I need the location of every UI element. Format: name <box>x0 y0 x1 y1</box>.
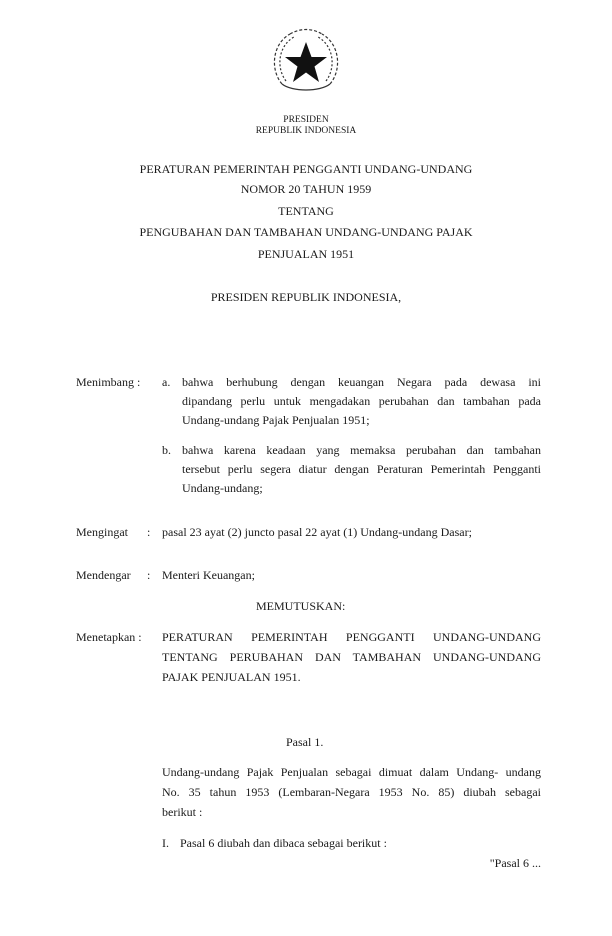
menetapkan-line: PAJAK PENJUALAN 1951. <box>162 670 301 684</box>
colon: : <box>147 525 151 539</box>
item-marker: b. <box>162 443 171 457</box>
menimbang-label: Menimbang : <box>76 375 141 389</box>
menimbang-a-line: Undang-undang Pajak Penjualan 1951; <box>182 413 370 427</box>
menetapkan-line: PERATURAN PEMERINTAH PENGGANTI UNDANG-UNDANG <box>162 630 541 644</box>
colon: : <box>147 568 151 582</box>
garuda-emblem-icon <box>268 26 344 98</box>
title-line: TENTANG <box>278 204 334 218</box>
menetapkan-line: TENTANG PERUBAHAN DAN TAMBAHAN UNDANG-UNDANG <box>162 650 541 664</box>
mengingat-text: pasal 23 ayat (2) juncto pasal 22 ayat (1) Undang-undang Dasar; <box>162 525 472 539</box>
pasal-heading: Pasal 1. <box>286 735 324 749</box>
item-marker: I. <box>162 836 169 850</box>
issuer: PRESIDEN REPUBLIK INDONESIA, <box>210 290 402 304</box>
menimbang-b-line: tersebut perlu segera diatur dengan Peraturan Pemerintah Pengganti <box>182 462 541 476</box>
pasal-item-text: Pasal 6 diubah dan dibaca sebagai berikut : <box>180 836 387 850</box>
pasal-line: Undang-undang Pajak Penjualan sebagai dimuat dalam Undang- undang <box>162 765 541 779</box>
title-line: PENGUBAHAN DAN TAMBAHAN UNDANG-UNDANG PAJAK <box>139 225 473 239</box>
continuation-text: "Pasal 6 ... <box>489 856 541 870</box>
menimbang-b-line: Undang-undang; <box>182 481 263 495</box>
pasal-line: berikut : <box>162 805 203 819</box>
menimbang-b-line: bahwa karena keadaan yang memaksa perubahan dan tambahan <box>182 443 541 457</box>
menimbang-a-line: dipandang perlu untuk mengadakan perubahan dan tambahan pada <box>182 394 541 408</box>
item-marker: a. <box>162 375 171 389</box>
mengingat-label: Mengingat <box>76 525 128 539</box>
memutuskan-heading: MEMUTUSKAN: <box>256 599 346 613</box>
menetapkan-label: Menetapkan : <box>76 630 142 644</box>
mendengar-label: Mendengar <box>76 568 131 582</box>
title-line: PENJUALAN 1951 <box>257 247 355 261</box>
pasal-line: No. 35 tahun 1953 (Lembaran-Negara 1953 No. 85) diubah sebagai <box>162 785 541 799</box>
menimbang-a-line: bahwa berhubung dengan keuangan Negara pada dewasa ini <box>182 375 541 389</box>
title-line: NOMOR 20 TAHUN 1959 <box>240 182 372 196</box>
header-republik: REPUBLIK INDONESIA <box>255 126 357 136</box>
title-line: PERATURAN PEMERINTAH PENGGANTI UNDANG-UNDANG <box>139 162 473 176</box>
header-presiden: PRESIDEN <box>283 115 329 125</box>
mendengar-text: Menteri Keuangan; <box>162 568 255 582</box>
